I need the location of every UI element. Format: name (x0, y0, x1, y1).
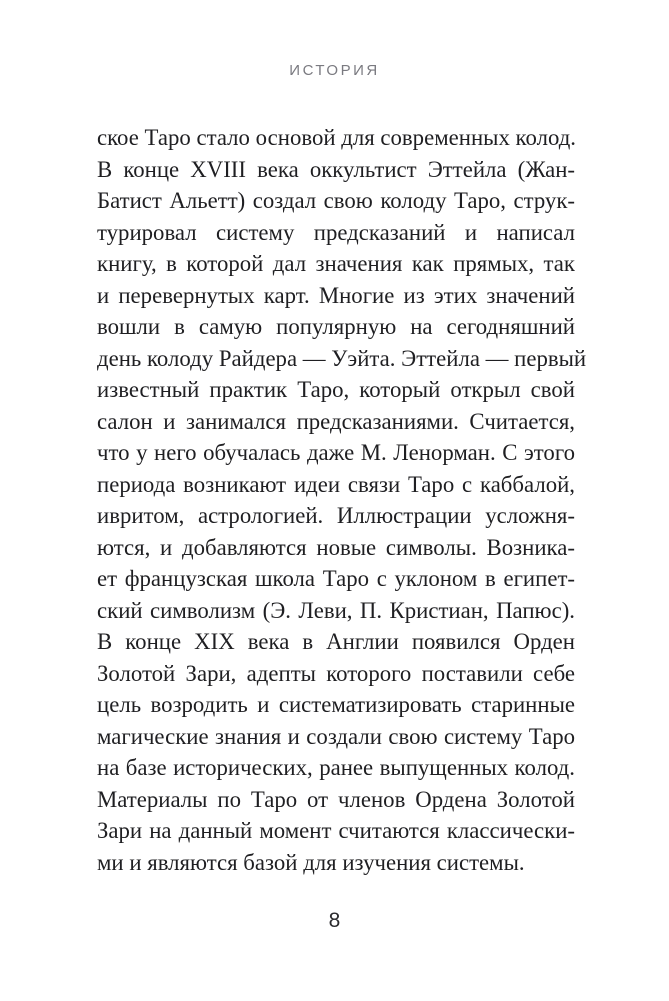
text-line: что у него обучалась даже М. Ленорман. С этого (97, 440, 575, 465)
text-line: периода возникают идеи связи Таро с каббалой, (97, 471, 575, 497)
text-line: ское Таро стало основой для современных колод. (97, 125, 576, 150)
text-line: цель возродить и систематизировать старинные (97, 692, 575, 717)
text-line: ет французская школа Таро с уклоном в египет- (97, 566, 575, 591)
text-line: ивритом, астрологией. Иллюстрации усложня- (97, 503, 575, 528)
text-line: ский символизм (Э. Леви, П. Кристиан, Папюс). (97, 597, 575, 623)
text-line: ми и являются базой для изучения системы. (97, 849, 525, 875)
text-line: Зари на данный момент считаются классически- (97, 818, 575, 843)
text-line: вошли в самую популярную на сегодняшний (97, 314, 575, 339)
running-head: ИСТОРИЯ (289, 62, 380, 79)
text-line: Золотой Зари, адепты которого поставили себе (97, 660, 575, 686)
text-line: В конце XVIII века оккультист Эттейла (Жан- (97, 156, 575, 182)
text-line: турировал систему предсказаний и написал (97, 219, 575, 245)
text-line: салон и занимался предсказаниями. Считается, (97, 408, 575, 434)
text-line: день колоду Райдера — Уэйта. Эттейла — первый (97, 345, 587, 371)
text-line: книгу, в которой дал значения как прямых, так (97, 251, 575, 276)
text-line: магические знания и создали свою систему Таро (97, 723, 575, 749)
text-line: на базе исторических, ранее выпущенных колод. (97, 755, 575, 780)
text-line: и перевернутых карт. Многие из этих значений (97, 282, 575, 308)
text-line: В конце XIX века в Англии появился Орден (97, 629, 575, 654)
text-line: ются, и добавляются новые символы. Возника- (97, 534, 575, 560)
text-line: Материалы по Таро от членов Ордена Золотой (97, 786, 575, 812)
text-line: известный практик Таро, который открыл свой (97, 377, 575, 402)
page-number: 8 (328, 909, 341, 932)
text-line: Батист Альетт) создал свою колоду Таро, струк- (97, 188, 575, 213)
body-text (97, 122, 587, 878)
